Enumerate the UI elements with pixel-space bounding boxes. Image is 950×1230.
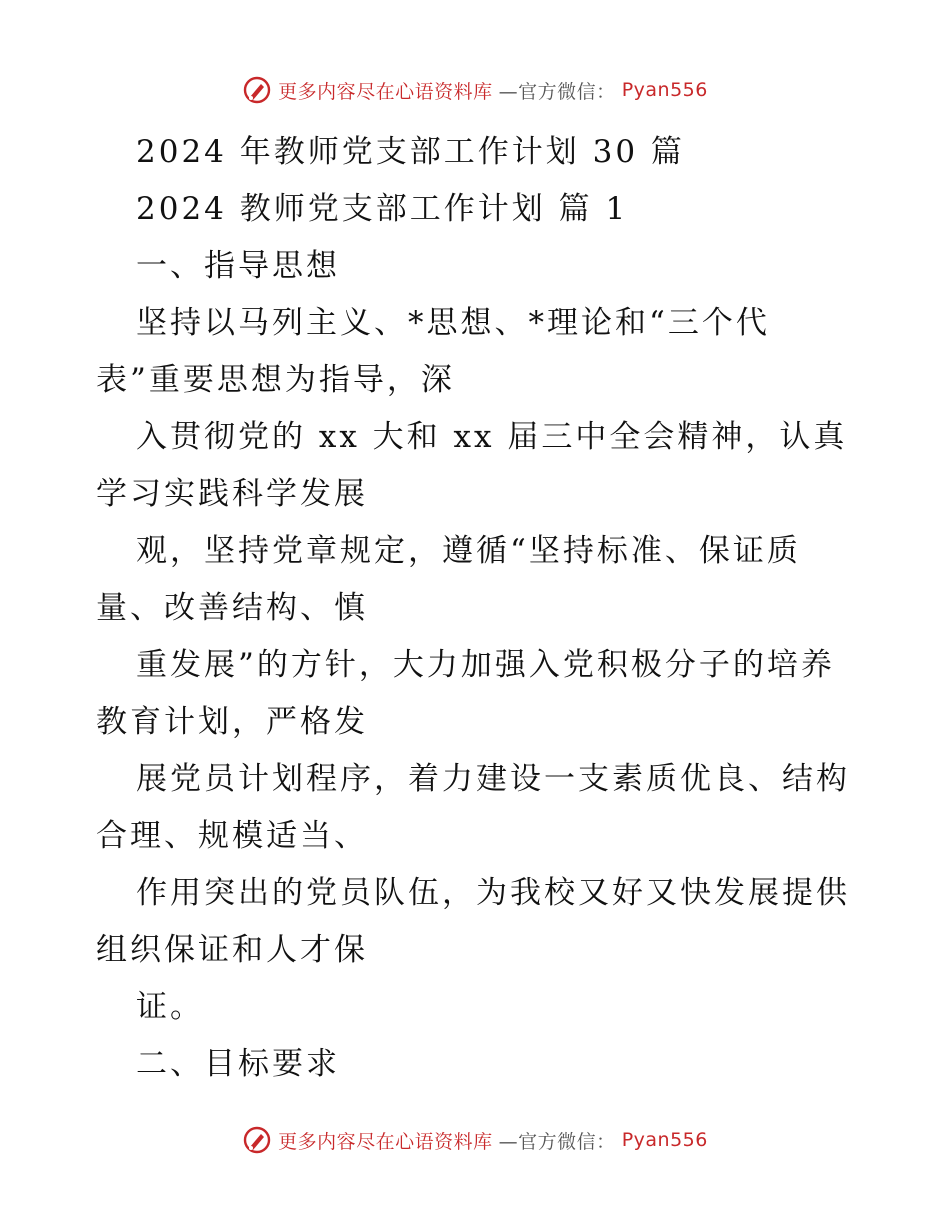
heading-goals: 二、目标要求 (136, 1046, 340, 1082)
pen-in-circle-icon (242, 75, 272, 105)
header-slogan: 更多内容尽在心语资料库 (278, 80, 493, 103)
footer-banner (0, 1120, 950, 1160)
paragraph-line: 入贯彻党的 xx 大和 xx 届三中全会精神，认真 (136, 419, 848, 455)
paragraph-line: 学习实践科学发展 (96, 476, 368, 512)
paragraph-line: 合理、规模适当、 (96, 818, 368, 854)
paragraph-line: 作用突出的党员队伍，为我校又好又快发展提供 (136, 875, 850, 911)
footer-wechat-label: —官方微信： (498, 1130, 616, 1153)
paragraph-line: 表”重要思想为指导，深 (96, 362, 455, 398)
paragraph-line: 展党员计划程序，着力建设一支素质优良、结构 (136, 761, 850, 797)
header-banner (0, 70, 950, 110)
document-body (96, 124, 896, 1093)
heading-guiding-thought: 一、指导思想 (136, 248, 340, 284)
paragraph-line: 教育计划，严格发 (96, 704, 368, 740)
header-wechat-label: —官方微信： (498, 80, 616, 103)
paragraph-line: 组织保证和人才保 (96, 932, 368, 968)
paragraph-line: 坚持以马列主义、*思想、*理论和“三个代 (136, 305, 770, 341)
pen-in-circle-icon (242, 1125, 272, 1155)
paragraph-line: 观，坚持党章规定，遵循“坚持标准、保证质 (136, 533, 801, 569)
paragraph-line: 量、改善结构、慎 (96, 590, 368, 626)
section-title: 2024 教师党支部工作计划 篇 1 (136, 191, 629, 227)
header-wechat-id: Pyan556 (621, 79, 708, 101)
footer-slogan: 更多内容尽在心语资料库 (278, 1130, 493, 1153)
paragraph-line: 证。 (136, 989, 204, 1025)
footer-wechat-id: Pyan556 (621, 1129, 708, 1151)
paragraph-line: 重发展”的方针，大力加强入党积极分子的培养 (136, 647, 835, 683)
document-title: 2024 年教师党支部工作计划 30 篇 (136, 134, 685, 170)
